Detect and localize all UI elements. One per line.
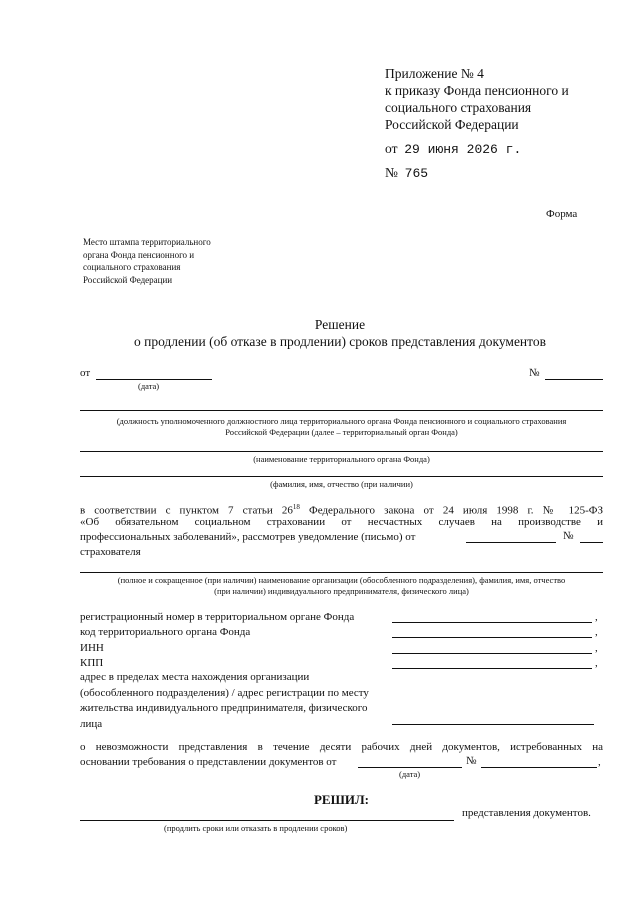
decision-field[interactable] [80,820,454,821]
request-date-field[interactable] [358,767,462,768]
body-line: профессиональных заболеваний», рассмотрев уведомление (письмо) от [80,531,416,543]
field-label: регистрационный номер в территориальном органе Фонда [80,611,355,623]
org-code-field[interactable] [392,637,592,638]
order-number-prefix: № [385,165,398,180]
fio-caption: (фамилия, имя, отчество (при наличии) [270,479,413,489]
appendix-block [385,65,569,133]
final-text: представления документов. [462,807,591,819]
notice-number-label: № [563,530,574,542]
order-date [385,141,521,157]
decision-caption: (продлить сроки или отказать в продлении сроков) [164,823,348,833]
insurer-field[interactable] [80,572,603,573]
stamp-block [83,236,211,286]
inn-field[interactable] [392,653,592,654]
decision-number-field[interactable] [545,379,603,380]
request-number-field[interactable] [481,767,597,768]
appendix-line: Российской Федерации [385,117,519,132]
field-label: код территориального органа Фонда [80,626,251,638]
number-label: № [529,367,540,379]
org-name-field[interactable] [80,451,603,452]
appendix-title: Приложение № 4 [385,66,484,81]
official-position-field[interactable] [80,410,603,411]
body-line: о невозможности представления в течение десяти рабочих дней документов, истребованных на [80,741,603,753]
order-date-value: 29 июня 2026 г. [404,142,522,157]
address-field[interactable] [392,724,594,725]
form-label: Форма [546,208,578,220]
stamp-line: социального страхования [83,262,181,272]
kpp-field[interactable] [392,668,592,669]
order-number [385,165,428,181]
reg-number-field[interactable] [392,622,592,623]
appendix-line: к приказу Фонда пенсионного и [385,83,569,98]
decided-heading: РЕШИЛ: [313,792,369,807]
request-date-caption: (дата) [399,769,421,779]
appendix-line: социального страхования [385,100,532,115]
document-title [80,316,600,350]
order-number-value: 765 [404,166,429,181]
insurer-caption: (полное и сокращенное (при наличии) наименование организации (обособленного подразделения), фамилия, имя, отчество (при наличии) индивидуального предпринимателя, физического лица) [117,575,566,596]
address-label: адрес в пределах места нахождения организации (обособленного подразделения) / адрес регистрации по месту жительства индивидуального предпринимателя, физического лица [80,671,369,730]
body-line: в соответствии с пунктом 7 статьи $26^{18}$ Федерального закона от 24 июля 1998 г. № 125-ФЗ [80,503,603,517]
order-date-prefix: от [385,141,398,156]
from-label: от [80,367,91,379]
date-caption: (дата) [138,381,160,391]
title-line: Решение [314,317,366,332]
decision-date-field[interactable] [96,379,212,380]
official-caption: (должность уполномоченного должностного лица территориального органа Фонда пенсионного и социального страхования Российской Федерации (далее – территориальный орган Фонда) [116,416,567,437]
body-line: «Об обязательном социальном страховании от несчастных случаев на производстве и [80,516,603,528]
notice-number-field[interactable] [580,542,603,543]
org-name-caption: (наименование территориального органа Фонда) [253,454,430,464]
field-label: ИНН [80,642,104,654]
field-label: КПП [80,657,104,669]
body-line: страхователя [80,546,141,558]
request-number-label: № [466,755,477,767]
fio-field[interactable] [80,476,603,477]
stamp-line: Место штампа территориального [83,237,211,247]
notice-date-field[interactable] [466,542,556,543]
title-subtitle: о продлении (об отказе в продлении) сроков представления документов [133,334,547,349]
body-line: основании требования о представлении документов от [80,756,337,768]
stamp-line: Российской Федерации [83,274,173,285]
stamp-line: органа Фонда пенсионного и [83,249,195,260]
